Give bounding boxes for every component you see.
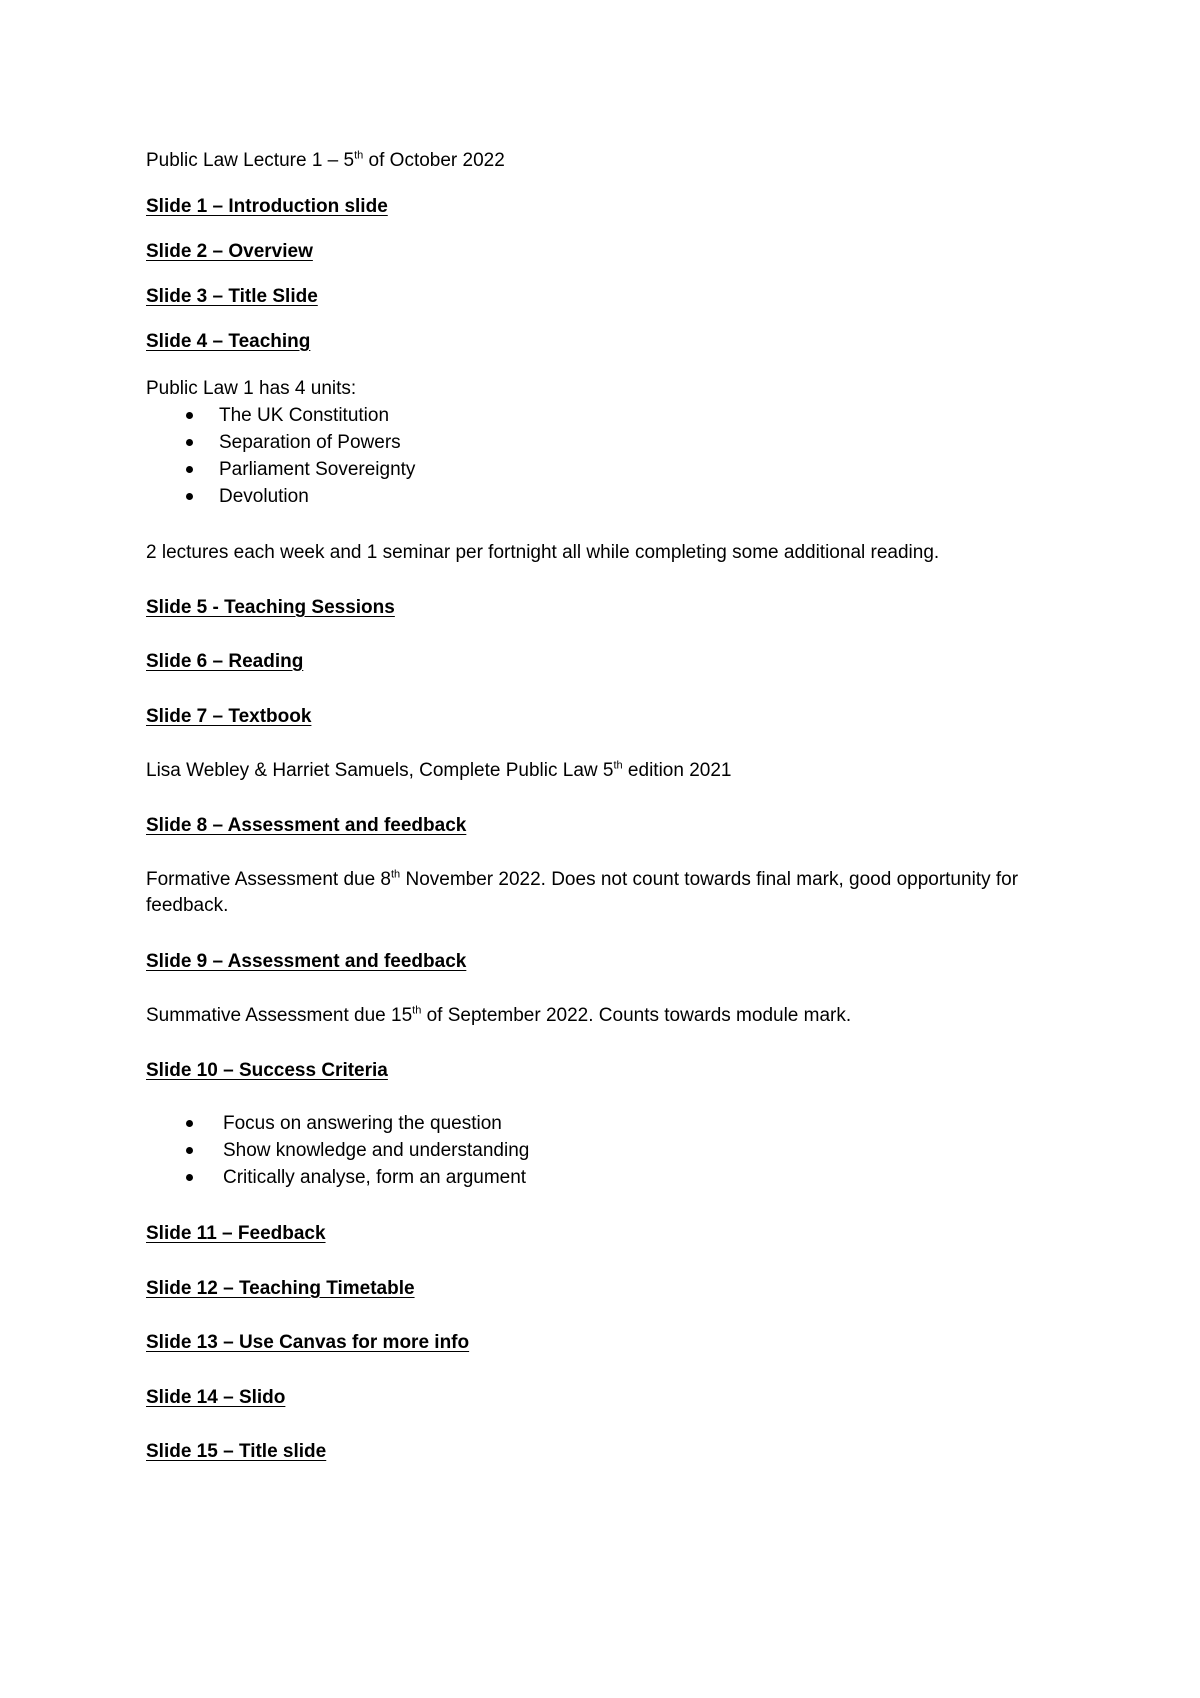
- slide-13-heading: Slide 13 – Use Canvas for more info: [146, 1332, 470, 1353]
- list-item: Devolution: [146, 483, 415, 510]
- list-item: The UK Constitution: [146, 402, 415, 429]
- slide-1-heading: Slide 1 – Introduction slide: [146, 196, 388, 217]
- document-title: [146, 148, 505, 174]
- units-intro: Public Law 1 has 4 units:: [146, 378, 357, 399]
- bullet-icon: [186, 439, 193, 446]
- slide-5-heading: Slide 5 - Teaching Sessions: [146, 597, 395, 618]
- list-item: Separation of Powers: [146, 429, 415, 456]
- list-item: Critically analyse, form an argument: [146, 1164, 529, 1191]
- slide-9-heading: Slide 9 – Assessment and feedback: [146, 951, 467, 972]
- title-superscript: th: [354, 149, 364, 162]
- slide-3-heading: Slide 3 – Title Slide: [146, 286, 318, 307]
- bullet-icon: [186, 1120, 193, 1127]
- formative-assessment-text: Formative Assessment due 8th November 2022. Does not count towards final mark, good opportunity for feedback.: [146, 868, 1019, 916]
- title-suffix: of October 2022: [363, 150, 505, 171]
- slide-15-heading: Slide 15 – Title slide: [146, 1441, 327, 1462]
- lectures-text: 2 lectures each week and 1 seminar per fortnight all while completing some additional reading.: [146, 542, 940, 563]
- title-prefix: Public Law Lecture 1 – 5: [146, 150, 355, 171]
- success-criteria-list: [146, 1110, 529, 1191]
- slide-4-heading: Slide 4 – Teaching: [146, 331, 311, 352]
- slide-6-heading: Slide 6 – Reading: [146, 651, 304, 672]
- slide-8-heading: Slide 8 – Assessment and feedback: [146, 815, 467, 836]
- slide-10-heading: Slide 10 – Success Criteria: [146, 1060, 388, 1081]
- slide-11-heading: Slide 11 – Feedback: [146, 1223, 326, 1244]
- slide-7-heading: Slide 7 – Textbook: [146, 706, 312, 727]
- bullet-icon: [186, 466, 193, 473]
- bullet-icon: [186, 1174, 193, 1181]
- list-item: Show knowledge and understanding: [146, 1137, 529, 1164]
- bullet-icon: [186, 1147, 193, 1154]
- slide-14-heading: Slide 14 – Slido: [146, 1387, 286, 1408]
- slide-2-heading: Slide 2 – Overview: [146, 241, 313, 262]
- list-item: Parliament Sovereignty: [146, 456, 415, 483]
- list-item: Focus on answering the question: [146, 1110, 529, 1137]
- bullet-icon: [186, 412, 193, 419]
- bullet-icon: [186, 493, 193, 500]
- units-list: [146, 402, 415, 510]
- slide-12-heading: Slide 12 – Teaching Timetable: [146, 1278, 415, 1299]
- textbook-reference: Lisa Webley & Harriet Samuels, Complete Public Law 5th edition 2021: [146, 759, 732, 781]
- summative-assessment-text: Summative Assessment due 15th of September 2022. Counts towards module mark.: [146, 1004, 852, 1026]
